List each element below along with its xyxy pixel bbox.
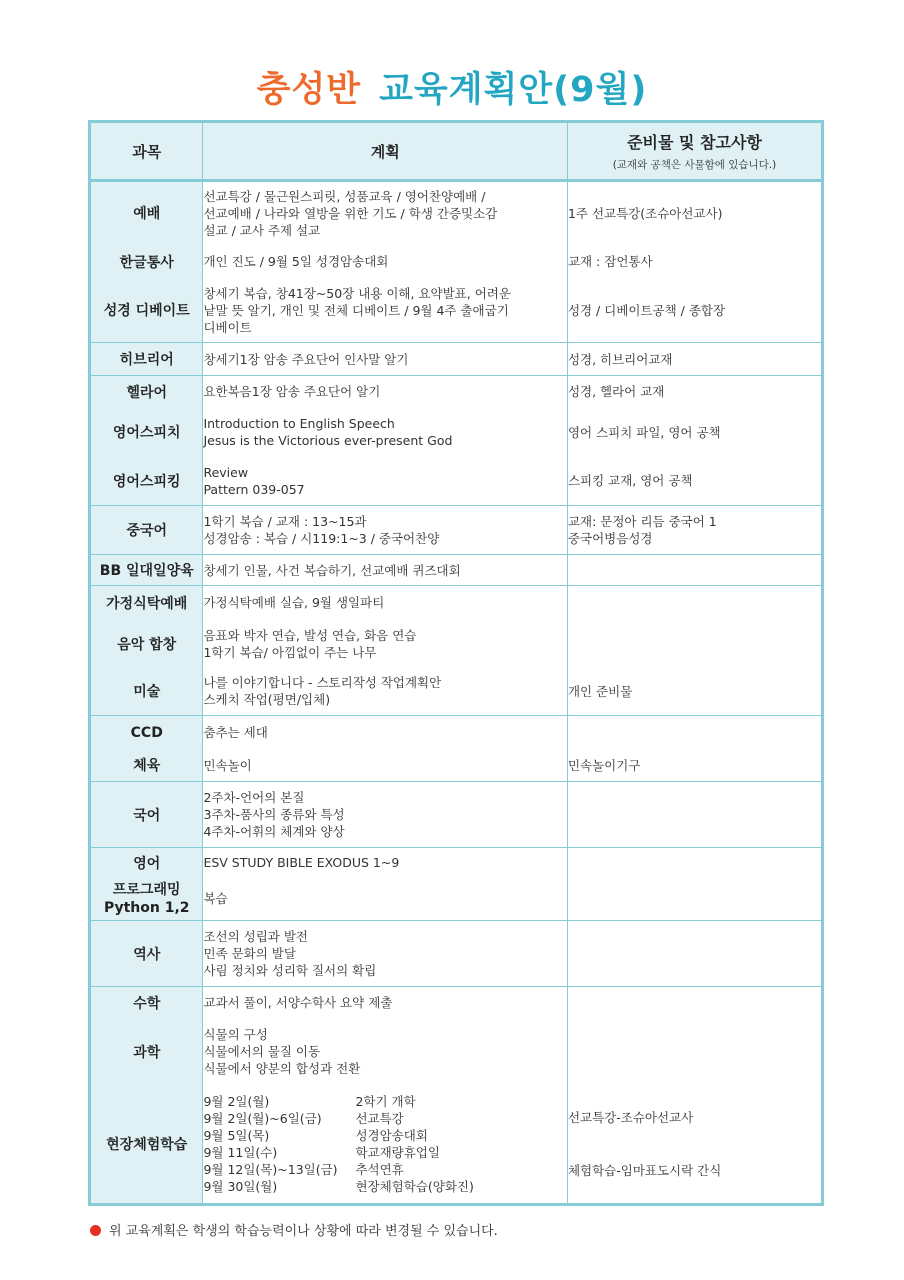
plan-line: Pattern 039-057	[203, 481, 305, 497]
reference-cell	[567, 181, 822, 245]
subject-cell: 현장체험학습	[90, 1085, 203, 1205]
plan-cell	[203, 782, 567, 848]
reference-line: 교재 : 잠언통사	[567, 254, 653, 269]
subject-cell: 영어스피치	[90, 408, 203, 457]
table-row	[90, 408, 823, 457]
reference-cell	[567, 376, 822, 408]
subject-cell: 중국어	[90, 506, 203, 555]
header-reference-title: 준비물 및 참고사항	[627, 133, 762, 152]
table-row	[90, 343, 823, 376]
plan-line: 개인 진도 / 9월 5일 성경암송대회	[203, 254, 389, 269]
table-row	[90, 782, 823, 848]
reference-cell	[567, 782, 822, 848]
plan-line: 설교 / 교사 주제 설교	[203, 222, 321, 238]
table-row	[90, 181, 823, 245]
schedule-item	[203, 1161, 566, 1178]
plan-line: 민속놀이	[203, 757, 252, 773]
schedule-date: 9월 5일(목)	[203, 1127, 270, 1143]
reference-cell	[567, 750, 822, 782]
reference-cell	[567, 921, 822, 987]
reference-line: 성경 / 디베이트공책 / 종합장	[567, 302, 726, 318]
table-row	[90, 750, 823, 782]
table-row	[90, 987, 823, 1019]
plan-cell	[203, 878, 567, 921]
schedule-item	[203, 1144, 566, 1161]
plan-line: 3주차-품사의 종류와 특성	[203, 807, 345, 822]
plan-line: 민족 문화의 발달	[203, 946, 296, 961]
reference-cell	[567, 457, 822, 506]
plan-line: 식물에서 양분의 합성과 전환	[203, 1061, 361, 1076]
reference-cell	[567, 848, 822, 878]
subject-cell: 체육	[90, 750, 203, 782]
schedule-date: 9월 30일(월)	[203, 1178, 278, 1194]
title-class-name: 충성반	[256, 70, 362, 110]
plan-cell	[203, 555, 567, 586]
subject-line: Python 1,2	[103, 899, 190, 916]
plan-line: 복습	[203, 891, 228, 907]
reference-line: 민속놀이기구	[567, 757, 641, 773]
subject-cell: 국어	[90, 782, 203, 848]
plan-line: Review	[203, 464, 249, 480]
reference-line: 개인 준비물	[567, 683, 633, 699]
plan-cell	[203, 716, 567, 750]
subject-cell: 영어스피킹	[90, 457, 203, 506]
plan-line: 가정식탁예배 실습, 9월 생일파티	[203, 595, 385, 611]
subject-cell: 음악 합창	[90, 620, 203, 668]
footnote-text: 위 교육계획은 학생의 학습능력이나 상황에 따라 변경될 수 있습니다.	[109, 1224, 498, 1239]
plan-line: 조선의 성립과 발전	[203, 929, 309, 944]
plan-line: 나를 이야기합니다 - 스토리작성 작업계획안	[203, 675, 442, 691]
subject-cell: 역사	[90, 921, 203, 987]
plan-cell	[203, 750, 567, 782]
table-row	[90, 555, 823, 586]
reference-line: 체험학습-임마표도시락 간식	[567, 1162, 722, 1178]
schedule-event: 선교특강	[355, 1110, 404, 1126]
plan-line: 성경암송 : 복습 / 시119:1~3 / 중국어찬양	[203, 531, 440, 546]
plan-line: 교과서 풀이, 서양수학사 요약 제출	[203, 995, 393, 1011]
reference-line: 스피킹 교재, 영어 공책	[567, 473, 693, 489]
plan-cell	[203, 848, 567, 878]
reference-cell	[567, 668, 822, 716]
reference-line: 교재: 문정아 리듬 중국어 1	[567, 514, 717, 529]
plan-line: 선교예배 / 나라와 열방을 위한 기도 / 학생 간증및소감	[203, 205, 498, 221]
subject-cell: 가정식탁예배	[90, 586, 203, 620]
reference-cell	[567, 1019, 822, 1085]
header-plan: 계획	[203, 122, 567, 181]
plan-cell	[203, 620, 567, 668]
plan-line: ESV STUDY BIBLE EXODUS 1~9	[203, 855, 400, 871]
plan-line: 창세기1장 암송 주요단어 인사말 알기	[203, 351, 409, 367]
subject-cell: BB 일대일양육	[90, 555, 203, 586]
plan-cell	[203, 921, 567, 987]
plan-cell	[203, 376, 567, 408]
plan-line: 요한복음1장 암송 주요단어 알기	[203, 384, 381, 400]
table-row	[90, 848, 823, 878]
plan-line: 1학기 복습 / 교재 : 13~15과	[203, 514, 367, 529]
reference-cell	[567, 279, 822, 343]
subject-cell: 히브리어	[90, 343, 203, 376]
plan-line: Jesus is the Victorious ever-present God	[203, 433, 453, 448]
plan-cell	[203, 586, 567, 620]
subject-cell: 수학	[90, 987, 203, 1019]
plan-line: 식물의 구성	[203, 1027, 268, 1042]
header-reference	[567, 122, 822, 181]
schedule-event: 현장체험학습(양화진)	[355, 1178, 474, 1194]
table-row	[90, 668, 823, 716]
plan-cell	[203, 506, 567, 555]
reference-cell	[567, 1085, 822, 1205]
subject-line: 프로그래밍	[112, 881, 181, 898]
schedule-event: 학교재량휴업일	[355, 1144, 440, 1160]
header-subject: 과목	[90, 122, 203, 181]
schedule-item	[203, 1110, 566, 1127]
plan-line: Introduction to English Speech	[203, 416, 395, 431]
plan-line: 1학기 복습/ 아낌없이 주는 나무	[203, 644, 377, 660]
table-row	[90, 279, 823, 343]
reference-cell	[567, 506, 822, 555]
plan-cell	[203, 987, 567, 1019]
table-row	[90, 245, 823, 279]
table-row	[90, 878, 823, 921]
schedule-date: 9월 11일(수)	[203, 1144, 278, 1160]
plan-cell	[203, 1019, 567, 1085]
reference-cell	[567, 716, 822, 750]
reference-line: 1주 선교특강(조슈아선교사)	[567, 205, 723, 221]
subject-cell: 예배	[90, 181, 203, 245]
reference-cell	[567, 555, 822, 586]
plan-line: 사림 정치와 성리학 질서의 확립	[203, 963, 377, 978]
plan-cell	[203, 1085, 567, 1205]
plan-line: 춤추는 세대	[203, 725, 268, 741]
plan-line: 음표와 박자 연습, 발성 연습, 화음 연습	[203, 627, 417, 643]
plan-line: 스케치 작업(평면/입체)	[203, 692, 331, 708]
table-row	[90, 506, 823, 555]
table-row	[90, 921, 823, 987]
schedule-item	[203, 1178, 566, 1195]
plan-line: 창세기 인물, 사건 복습하기, 선교예배 퀴즈대회	[203, 562, 461, 578]
reference-line: 성경, 헬라어 교재	[567, 384, 665, 400]
subject-cell: 한글통사	[90, 245, 203, 279]
plan-line: 창세기 복습, 창41장~50장 내용 이해, 요약발표, 어려운	[203, 285, 511, 301]
title-plan-name: 교육계획안(9월)	[379, 70, 648, 110]
plan-line: 선교특강 / 물근원스피릿, 성품교육 / 영어찬양예배 /	[203, 188, 486, 204]
schedule-date: 9월 2일(월)	[203, 1093, 270, 1109]
plan-cell	[203, 343, 567, 376]
reference-cell	[567, 245, 822, 279]
footnote	[90, 1220, 498, 1239]
subject-cell: 성경 디베이트	[90, 279, 203, 343]
schedule-event: 2학기 개학	[355, 1093, 416, 1109]
reference-cell	[567, 878, 822, 921]
schedule-item	[203, 1127, 566, 1144]
subject-cell: 과학	[90, 1019, 203, 1085]
subject-cell: 헬라어	[90, 376, 203, 408]
header-reference-note: (교재와 공책은 사물함에 있습니다.)	[612, 159, 777, 171]
subject-cell	[90, 878, 203, 921]
reference-cell	[567, 620, 822, 668]
table-header-row	[90, 122, 823, 181]
plan-cell	[203, 181, 567, 245]
table-row	[90, 376, 823, 408]
plan-line: 4주차-어휘의 체계와 양상	[203, 824, 345, 839]
subject-cell: 영어	[90, 848, 203, 878]
reference-line: 선교특강-조슈아선교사	[567, 1109, 694, 1125]
plan-cell	[203, 245, 567, 279]
table-row	[90, 457, 823, 506]
schedule-item	[203, 1093, 566, 1110]
table-row	[90, 586, 823, 620]
table-row	[90, 1019, 823, 1085]
plan-cell	[203, 457, 567, 506]
plan-line: 디베이트	[203, 319, 252, 335]
reference-cell	[567, 408, 822, 457]
education-plan-table	[88, 120, 824, 1206]
table-row	[90, 620, 823, 668]
plan-line: 2주차-언어의 본질	[203, 790, 305, 805]
reference-line: 성경, 히브리어교재	[567, 351, 673, 367]
plan-line: 낱말 뜻 알기, 개인 및 전체 디베이트 / 9월 4주 출애굽기	[203, 302, 509, 318]
bullet-icon	[90, 1225, 101, 1236]
schedule-event: 추석연휴	[355, 1161, 404, 1177]
page-title	[0, 62, 904, 112]
plan-cell	[203, 668, 567, 716]
reference-cell	[567, 586, 822, 620]
schedule-date: 9월 2일(월)~6일(금)	[203, 1110, 322, 1126]
plan-cell	[203, 279, 567, 343]
schedule-date: 9월 12일(목)~13일(금)	[203, 1161, 338, 1177]
plan-cell	[203, 408, 567, 457]
table-row	[90, 1085, 823, 1205]
table-row	[90, 716, 823, 750]
subject-cell: CCD	[90, 716, 203, 750]
reference-cell	[567, 343, 822, 376]
reference-line: 중국어병음성경	[567, 531, 653, 546]
schedule-event: 성경암송대회	[355, 1127, 428, 1143]
subject-cell: 미술	[90, 668, 203, 716]
reference-cell	[567, 987, 822, 1019]
reference-line: 영어 스피치 파일, 영어 공책	[567, 424, 721, 440]
plan-line: 식물에서의 물질 이동	[203, 1044, 321, 1059]
